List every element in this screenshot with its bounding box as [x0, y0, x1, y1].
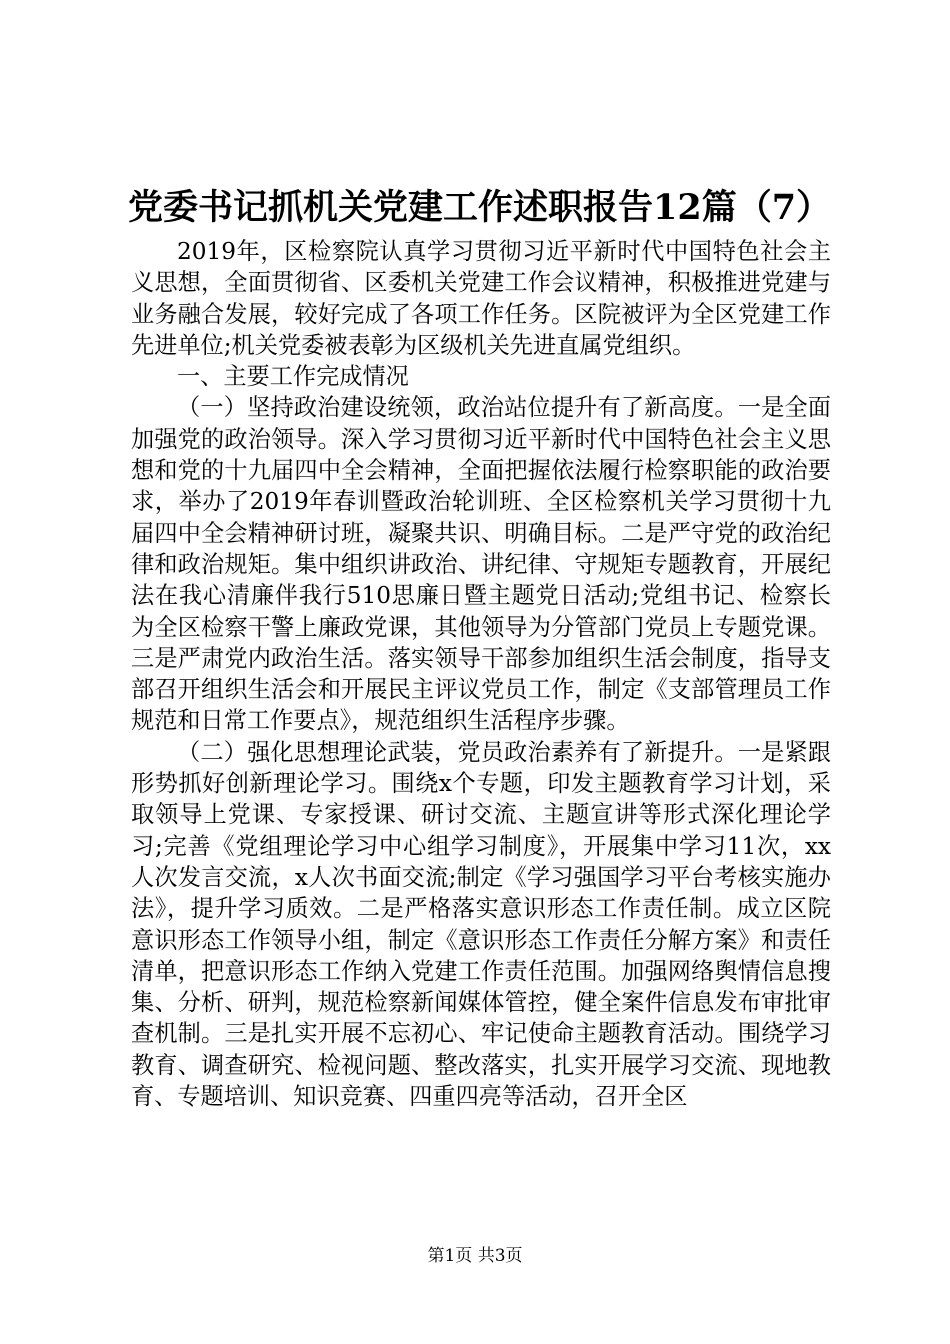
- document-title: 党委书记抓机关党建工作述职报告12篇（7）: [128, 187, 832, 228]
- document-body: [131, 236, 831, 1112]
- paragraph-intro: 2019年，区检察院认真学习贯彻习近平新时代中国特色社会主义思想，全面贯彻省、区委机关党建工作会议精神，积极推进党建与业务融合发展，较好完成了各项工作任务。区院被评为全区党建工作先进单位;机关党委被表彰为区级机关先进直属党组织。: [131, 238, 831, 359]
- paragraph-political-building: （一）坚持政治建设统领，政治站位提升有了新高度。一是全面加强党的政治领导。深入学习贯彻习近平新时代中国特色社会主义思想和党的十九届四中全会精神，全面把握依法履行检察职能的政治要求，举办了2019年春训暨政治轮训班、全区检察机关学习贯彻十九届四中全会精神研讨班，凝聚共识、明确目标。二是严守党的政治纪律和政治规矩。集中组织讲政治、讲纪律、守规矩专题教育，开展纪法在我心清廉伴我行510思廉日暨主题党日活动;党组书记、检察长为全区检察干警上廉政党课，其他领导为分管部门党员上专题党课。三是严肃党内政治生活。落实领导干部参加组织生活会制度，指导支部召开组织生活会和开展民主评议党员工作，制定《支部管理员工作规范和日常工作要点》，规范组织生活程序步骤。: [131, 394, 831, 735]
- paragraph-ideological-theory: （二）强化思想理论武装，党员政治素养有了新提升。一是紧跟形势抓好创新理论学习。围绕x个专题，印发主题教育学习计划，采取领导上党课、专家授课、研讨交流、主题宣讲等形式深化理论学习;完善《党组理论学习中心组学习制度》，开展集中学习11次，xx人次发言交流，x人次书面交流;制定《学习强国学习平台考核实施办法》，提升学习质效。二是严格落实意识形态工作责任制。成立区院意识形态工作领导小组，制定《意识形态工作责任分解方案》和责任清单，把意识形态工作纳入党建工作责任范围。加强网络舆情信息搜集、分析、研判，规范检察新闻媒体管控，健全案件信息发布审批审查机制。三是扎实开展不忘初心、牢记使命主题教育活动。围绕学习教育、调查研究、检视问题、整改落实，扎实开展学习交流、现地教育、专题培训、知识竞赛、四重四亮等活动，召开全区: [131, 738, 831, 1111]
- section-heading: 一、主要工作完成情况: [177, 363, 409, 391]
- page-footer: 第1页 共3页: [427, 1246, 523, 1266]
